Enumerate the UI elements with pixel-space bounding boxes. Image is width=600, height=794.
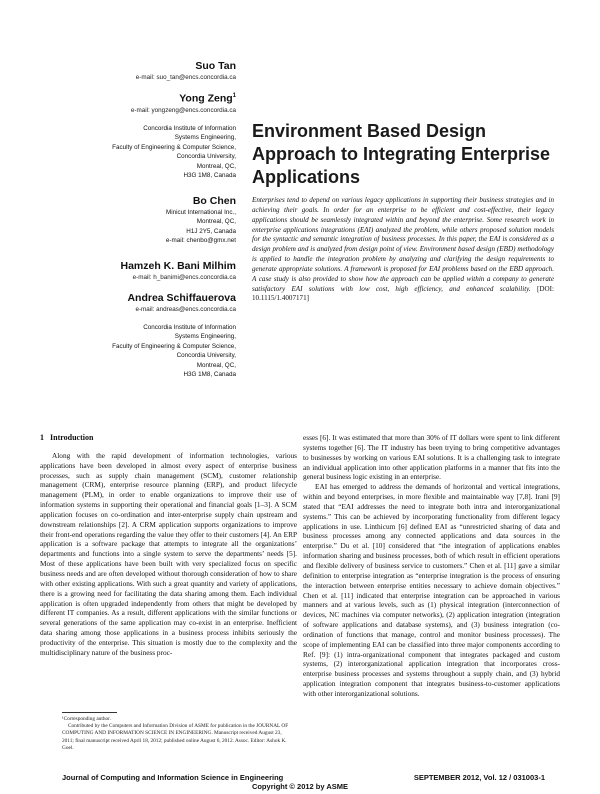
author-block (40, 60, 236, 388)
body-paragraph: esses [6]. It was estimated that more than 30% of IT dollars were spent to link different systems together [6]. The IT industry has been trying to bring competitive advantages to businesses by working on various EAI solutions. It is a challenging task to integrate an individual application into other application platforms in a manner that fits into the general business logic existing in an enterprise. (303, 433, 560, 482)
body-column-right (303, 433, 560, 699)
author-email: e-mail: h_banimi@encs.concordia.ca (132, 273, 236, 281)
section-number: 1 (40, 433, 44, 442)
author-email: e-mail: yongzeng@encs.concordia.ca (130, 106, 236, 114)
section-heading (40, 433, 297, 443)
footnote-divider (62, 712, 117, 713)
journal-name: Journal of Computing and Information Science in Engineering (62, 773, 284, 782)
author-email: e-mail: suo_tan@encs.concordia.ca (135, 74, 236, 81)
author-affiliation: Concordia Institute of Information Systems Engineering, Faculty of Engineering & Computer Science, Concordia University, Montreal, QC, H3G 1M8, Canada (112, 124, 236, 179)
author-name: Bo Chen (192, 194, 236, 207)
paper-title: Environment Based Design Approach to Integrating Enterprise Applications (252, 121, 551, 187)
author-name: Andrea Schiffauerova (127, 291, 236, 304)
author-entry (40, 260, 236, 282)
footnote: ¹Corresponding author. (62, 716, 111, 722)
author-affiliation: Minicut International Inc., Montreal, QC, H1J 2Y5, Canada e-mail: chenbo@gmx.net (165, 208, 236, 244)
section-title: Introduction (50, 433, 94, 442)
author-name: Hamzeh K. Bani Milhim (120, 259, 236, 272)
author-entry (40, 60, 236, 82)
author-name: Suo Tan (195, 60, 236, 72)
issue-info: SEPTEMBER 2012, Vol. 12 / 031003-1 (413, 773, 545, 782)
copyright: Copyright © 2012 by ASME (251, 782, 349, 791)
author-affiliation: Concordia Institute of Information Systems Engineering, Faculty of Engineering & Computer Science, Concordia University, Montreal, QC, H3G 1M8, Canada (112, 323, 236, 378)
doi[interactable]: [DOI: 10.1115/1.4007171] (252, 284, 554, 303)
author-email: e-mail: andreas@encs.concordia.ca (135, 305, 236, 313)
body-paragraph: EAI has emerged to address the demands of horizontal and vertical integrations, within and beyond enterprises, in more flexible and maintainable way [7,8]. Irani [9] stated that “EAI addresses the need to integrate both intra and interorganizational systems.” This can be achieved by incorporating functionality from different legacy applications in use. Linthicum [6] defined EAI as “unrestricted sharing of data and business processes among any connected applications and data sources in the enterprise.” Du et al. [10] considered that “the integration of applications enables information sharing and business processes, both of which result in efficient operations and flexible delivery of business service to customers.” Chen et al. [11] gave a similar definition to enterprise integration as “enterprise integration is the process of ensuring the interaction between enterprise entities necessary to achieve domain objectives.” Chen et al. [11] indicated that enterprise integration can be approached in various manners and at various levels, such as (1) physical integration (interconnection of devices, NC machines via computer networks), (2) application integration (integration of software applications and database systems), and (3) business integration (co-ordination of functions that manage, control and monitor business processes). The scope of implementing EAI can be classified into three major components according to Ref. [9]: (1) intra-organizational component that integrates packaged and custom systems, (2) interorganizational application integration that incorporates cross-enterprise business processes and systems throughout a supply chain, and (3) hybrid application integration component that integrates business-to-customer applications with other interorganizational solutions. (303, 482, 560, 698)
author-entry (40, 90, 236, 181)
author-entry (40, 292, 236, 380)
abstract-text: Enterprises tend to depend on various legacy applications in supporting their business strategies and in achieving their goals. In order for an enterprise to be efficient and cost-effective, their legacy applications should be seamlessly integrated within and beyond the enterprise. Some research work in enterprise applications integrations (EAI) analyzed the problem, while others proposed solution models for the syntactic and semantic integration of business processes. In this paper, the EAI is considered as a design problem and is analyzed from design point of view. Environment based design (EBD) methodology is applied to handle the integration problem by analyzing and clarifying the design requirements to generate appropriate solutions. A framework is proposed for EAI problems based on the EBD approach. A case study is also provided to show how the approach can be applied within a company to generate satisfactory EAI solutions with low cost, high efficiency, and enhanced scalability. (252, 196, 554, 293)
footnote: Contributed by the Computers and Information Division of ASME for publication in the JOURNAL OF COMPUTING AND INFORMATION SCIENCE IN ENGINEERING. Manuscript received August 23, 2011; final manuscript received April 18, 2012; published online August 6, 2012. Assoc. Editor: Ashok K. Goel. (62, 723, 289, 751)
author-entry (40, 195, 236, 246)
abstract (252, 196, 554, 304)
author-name: Yong Zeng$^1$ (179, 92, 236, 105)
body-paragraph: Along with the rapid development of information technologies, various applications have been developed in almost every aspect of enterprise business processes, such as supply chain management (SCM), customer relationship management (CRM), enterprise resource planning (ERP), and product lifecycle management (PLM), in order to enable organizations to improve their use of information systems in supporting their operational and financial goals [1–3]. A SCM application focuses on co-ordination and inter-enterprise supply chain upstream and downstream relationships [2]. A CRM application supports organizations to improve their front-end operations regarding the value they offer to their customers [4]. An ERP application is a software package that attempts to integrate all the organizations’ departments and functions into a single system to serve the departments’ needs [5]. Most of these applications have been built with very specialized focus on specific business needs and are often developed without thorough consideration of how to share with other existing applications. With such a great quantity and variety of applications, there is a growing need for facilitating the data sharing among them. Each individual application is often upgraded independently from others that might be developed by different IT companies. As a result, different applications with the similar functions or several generations of the same application may co-exist in an enterprise. Inefficient data sharing among those applications in a business process inhibits seriously the productivity of the enterprise. This situation is mostly due to the complexity and the multidisciplinary nature of the business proc- (40, 450, 297, 657)
footnotes (62, 716, 294, 752)
body-column-left (40, 433, 297, 658)
